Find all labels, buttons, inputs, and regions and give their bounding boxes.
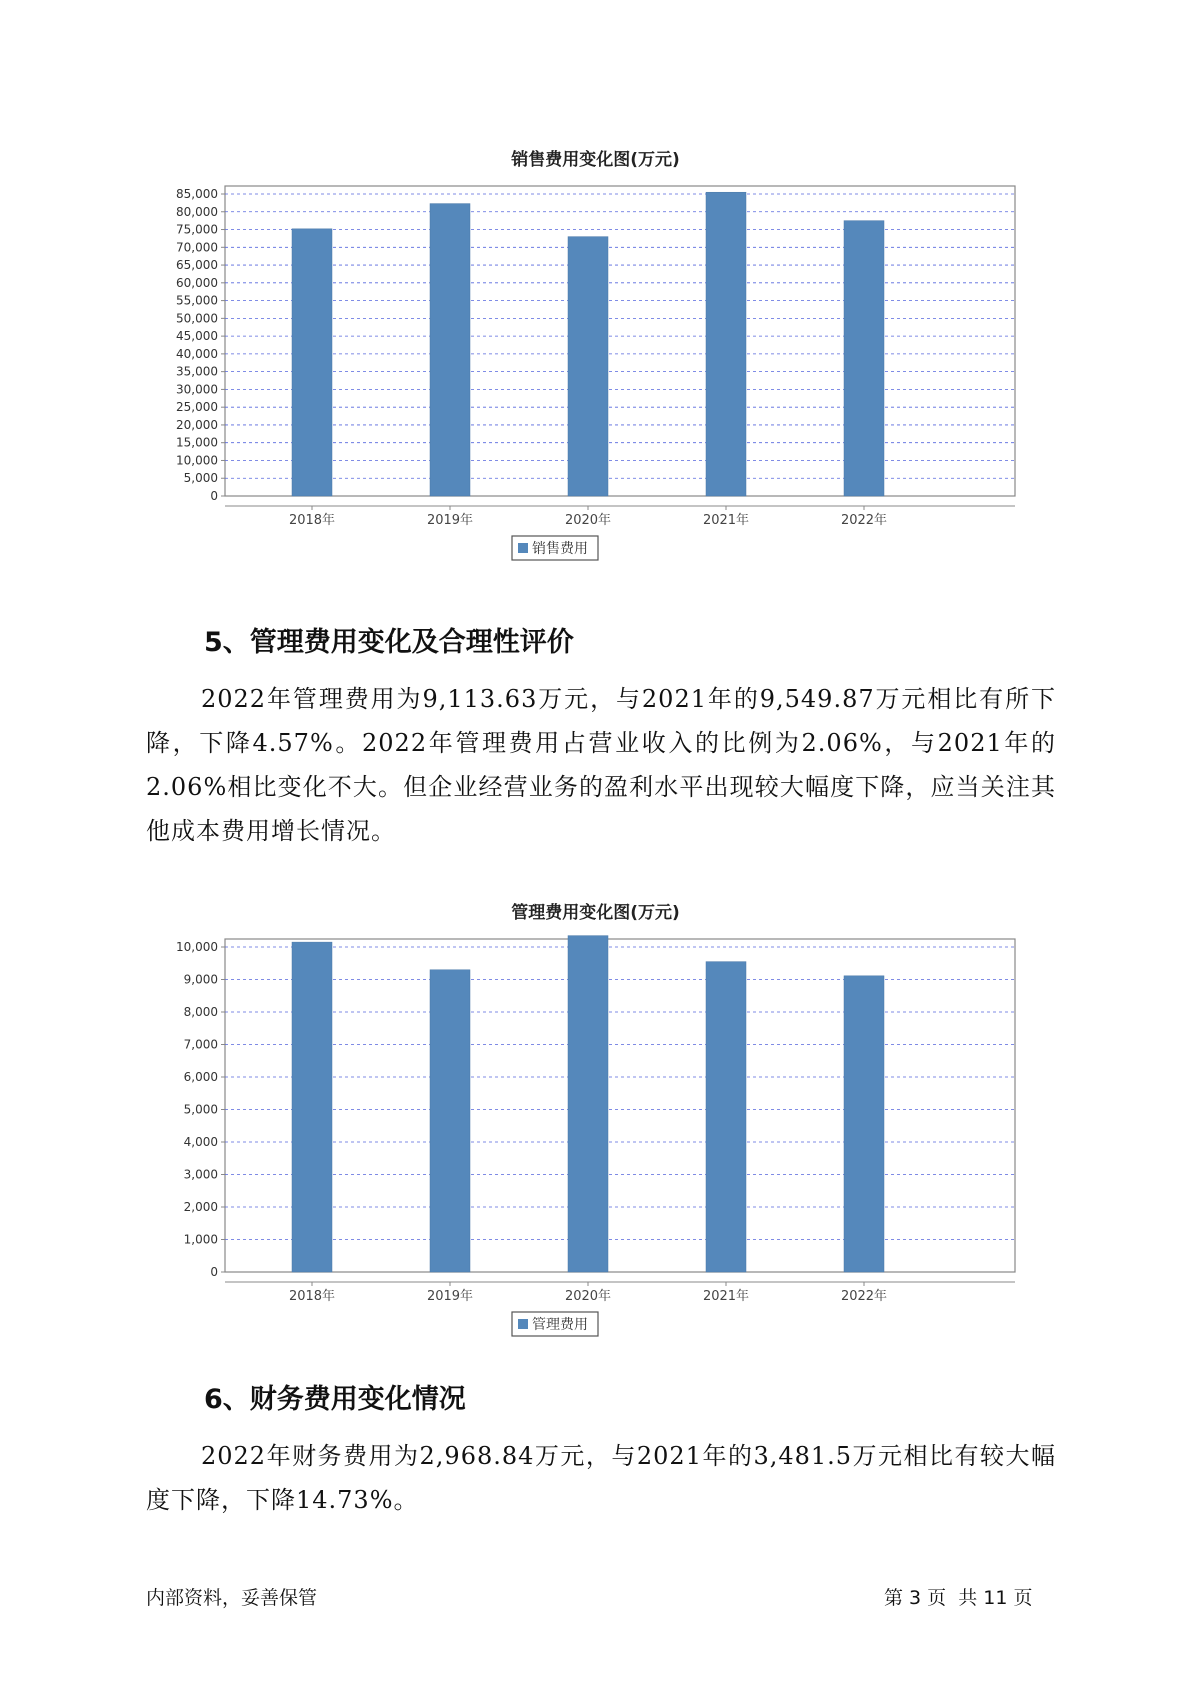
- bar-2018年: [292, 942, 332, 1272]
- y-tick-label: 10,000: [176, 940, 218, 954]
- plot-area: [225, 939, 1015, 1272]
- footer-page-number: 第 3 页 共 11 页: [884, 1587, 1033, 1609]
- x-tick-label: 2022年: [840, 1289, 888, 1304]
- bar-2019年: [430, 204, 470, 496]
- y-tick-label: 5,000: [183, 1102, 218, 1117]
- y-tick-label: 65,000: [176, 258, 218, 273]
- x-tick-label: 2019年: [426, 513, 474, 528]
- legend-swatch: [518, 543, 528, 553]
- x-tick-label: 2018年: [288, 513, 336, 528]
- y-tick-label: 5,000: [183, 471, 218, 486]
- bar-2020年: [568, 237, 608, 496]
- bar-2018年: [292, 229, 332, 496]
- y-tick-label: 50,000: [176, 311, 218, 326]
- y-tick-label: 60,000: [176, 275, 218, 290]
- bar-2022年: [844, 221, 884, 496]
- chart-title-admin-expense: 管理费用变化图(万元): [511, 903, 680, 923]
- y-tick-label: 35,000: [176, 364, 218, 379]
- legend: [512, 536, 598, 560]
- sales-expense-bar-chart: [150, 170, 1030, 565]
- y-tick-label: 40,000: [176, 346, 218, 361]
- bar-2022年: [844, 976, 884, 1272]
- x-tick-label: 2018年: [288, 1289, 336, 1304]
- x-tick-label: 2019年: [426, 1289, 474, 1304]
- y-tick-label: 0: [210, 1265, 218, 1279]
- y-tick-label: 15,000: [176, 435, 218, 450]
- plot-area: [225, 186, 1015, 496]
- bar-2019年: [430, 970, 470, 1272]
- y-tick-label: 6,000: [183, 1070, 218, 1084]
- admin-expense-bar-chart: [150, 925, 1030, 1333]
- legend-label: 销售费用: [532, 541, 588, 557]
- footer-confidential-note: 内部资料，妥善保管: [146, 1587, 318, 1609]
- y-tick-label: 3,000: [183, 1167, 218, 1182]
- y-tick-label: 1,000: [183, 1232, 218, 1247]
- y-tick-label: 45,000: [176, 329, 218, 344]
- y-tick-label: 0: [210, 489, 218, 503]
- y-tick-label: 8,000: [183, 1005, 218, 1019]
- chart-title-sales-expense: 销售费用变化图(万元): [511, 150, 680, 170]
- y-tick-label: 25,000: [176, 400, 218, 415]
- x-tick-label: 2020年: [564, 1289, 612, 1304]
- y-tick-label: 85,000: [176, 187, 218, 201]
- legend: [512, 1312, 598, 1336]
- section-5-heading: 5、管理费用变化及合理性评价: [204, 627, 574, 658]
- section-6-paragraph: 2022年财务费用为2,968.84万元，与2021年的3,481.5万元相比有较大幅度下降，下降14.73%。: [146, 1442, 1056, 1514]
- legend-swatch: [518, 1319, 528, 1329]
- x-tick-label: 2020年: [564, 513, 612, 528]
- y-tick-label: 9,000: [183, 972, 218, 987]
- y-tick-label: 70,000: [176, 240, 218, 255]
- y-tick-label: 2,000: [183, 1200, 218, 1214]
- bar-2020年: [568, 936, 608, 1272]
- y-tick-label: 75,000: [176, 222, 218, 237]
- x-tick-label: 2022年: [840, 513, 888, 528]
- x-tick-label: 2021年: [702, 513, 750, 528]
- y-tick-label: 80,000: [176, 204, 218, 219]
- legend-label: 管理费用: [532, 1317, 588, 1333]
- y-tick-label: 7,000: [183, 1037, 218, 1052]
- y-tick-label: 4,000: [183, 1135, 218, 1149]
- y-tick-label: 30,000: [176, 382, 218, 397]
- section-6-heading: 6、财务费用变化情况: [204, 1384, 466, 1415]
- y-tick-label: 55,000: [176, 293, 218, 308]
- y-tick-label: 10,000: [176, 453, 218, 468]
- bar-2021年: [706, 192, 746, 496]
- section-5-paragraph: 2022年管理费用为9,113.63万元，与2021年的9,549.87万元相比有所下降，下降4.57%。2022年管理费用占营业收入的比例为2.06%，与2021年的2.06%相比变化不大。但企业经营业务的盈利水平出现较大幅度下降，应当关注其他成本费用增长情况。: [146, 685, 1056, 845]
- y-tick-label: 20,000: [176, 417, 218, 432]
- x-tick-label: 2021年: [702, 1289, 750, 1304]
- bar-2021年: [706, 962, 746, 1272]
